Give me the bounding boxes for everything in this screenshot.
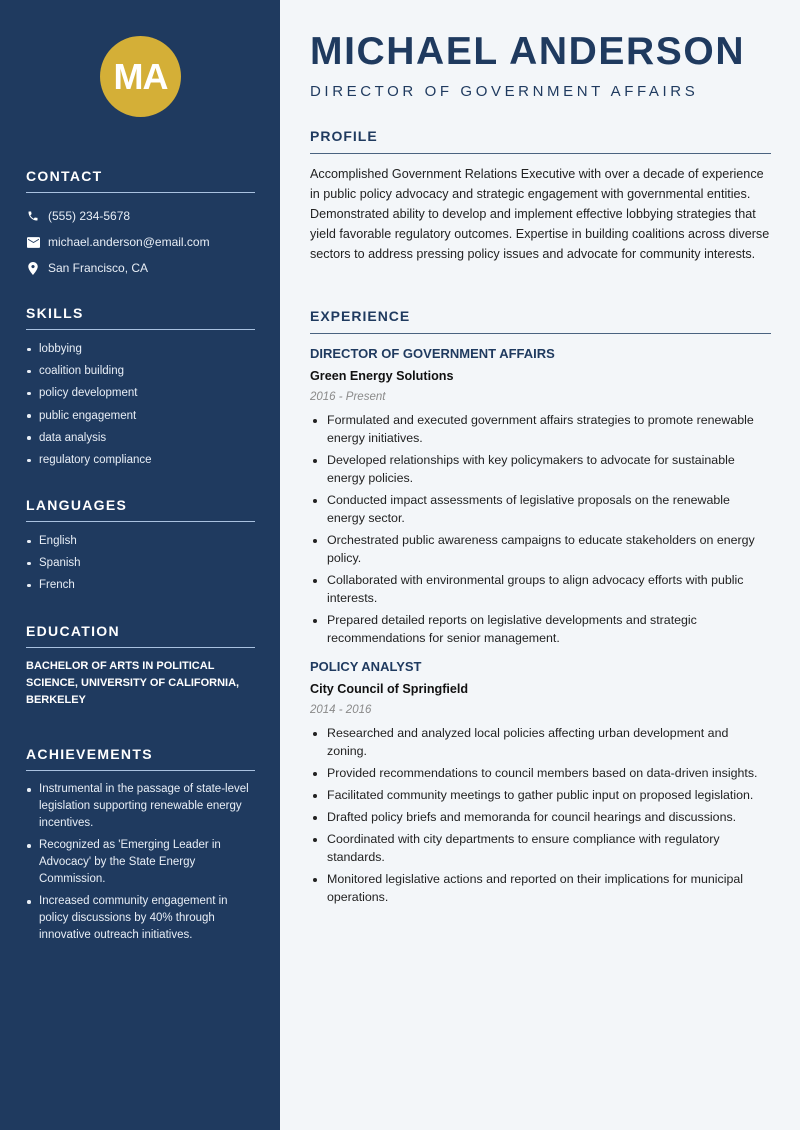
job-bullet: Formulated and executed government affairs strategies to promote renewable energy initiatives. [310,411,771,447]
contact-section [26,168,255,281]
language-item: French [26,574,255,596]
contact-heading: CONTACT [26,168,255,193]
profile-heading: PROFILE [310,128,771,154]
location: San Francisco, CA [48,261,149,275]
email-address: michael.anderson@email.com [48,235,210,249]
phone-icon [26,209,40,223]
email-icon [26,235,40,249]
phone-number: (555) 234-5678 [48,209,131,223]
job-bullets [310,724,771,906]
profile-section [310,128,771,264]
experience-heading: EXPERIENCE [310,308,771,334]
language-item: Spanish [26,552,255,574]
job-dates: 2014 - 2016 [310,704,372,716]
job-company: City Council of Springfield [310,682,469,696]
skill-item: data analysis [26,427,255,449]
job-company: Green Energy Solutions [310,369,454,383]
job-bullet: Prepared detailed reports on legislative developments and strategic recommendations for senior management. [310,611,771,647]
job-bullet: Coordinated with city departments to ensure compliance with regulatory standards. [310,830,771,866]
contact-email [26,229,255,255]
achievement-item: Instrumental in the passage of state-level legislation supporting renewable energy incentives. [26,781,255,832]
education-heading: EDUCATION [26,623,255,648]
job-title: DIRECTOR OF GOVERNMENT AFFAIRS [310,346,555,361]
location-pin-icon [26,261,40,275]
profile-text: Accomplished Government Relations Executive with over a decade of experience in public policy advocacy and strategic engagement with governmental entities. Demonstrated ability to develop and implement effective lobbying strategies that yield favorable regulatory outcomes. Expertise in building coalitions across diverse sectors to address pressing policy issues and advocate for community interests. [310,167,770,261]
job-bullet: Researched and analyzed local policies affecting urban development and zoning. [310,724,771,760]
education-degree: BACHELOR OF ARTS IN POLITICAL SCIENCE, UNIVERSITY OF CALIFORNIA, BERKELEY [26,660,240,706]
skill-item: public engagement [26,405,255,427]
job-bullet: Drafted policy briefs and memoranda for council hearings and discussions. [310,808,771,826]
job-bullet: Developed relationships with key policymakers to advocate for sustainable energy policies. [310,451,771,487]
job-bullets [310,411,771,647]
avatar [100,36,181,117]
job-bullet: Orchestrated public awareness campaigns to educate stakeholders on energy policy. [310,531,771,567]
experience-section [310,308,771,910]
avatar-initials: MA [113,55,168,97]
skill-item: regulatory compliance [26,449,255,471]
job-entry [310,346,771,647]
languages-list [26,530,255,597]
achievement-item: Recognized as 'Emerging Leader in Advocacy' by the State Energy Commission. [26,837,255,888]
language-item: English [26,530,255,552]
languages-section [26,497,255,597]
job-bullet: Facilitated community meetings to gather public input on proposed legislation. [310,786,771,804]
achievement-item: Increased community engagement in policy discussions by 40% through innovative outreach initiatives. [26,893,255,944]
skill-item: policy development [26,382,255,404]
candidate-name: MICHAEL ANDERSON [310,30,746,73]
job-entry [310,659,771,906]
skills-section [26,305,255,471]
skills-list [26,338,255,471]
candidate-title: DIRECTOR OF GOVERNMENT AFFAIRS [310,83,699,100]
skill-item: lobbying [26,338,255,360]
skill-item: coalition building [26,360,255,382]
achievements-section [26,746,255,949]
job-dates: 2016 - Present [310,391,386,403]
job-bullet: Provided recommendations to council members based on data-driven insights. [310,764,771,782]
contact-location [26,255,255,281]
education-section [26,623,255,709]
skills-heading: SKILLS [26,305,255,330]
job-bullet: Conducted impact assessments of legislative proposals on the renewable energy sector. [310,491,771,527]
sidebar [0,0,280,1130]
job-bullet: Collaborated with environmental groups to align advocacy efforts with public interests. [310,571,771,607]
contact-phone [26,203,255,229]
languages-heading: LANGUAGES [26,497,255,522]
achievements-heading: ACHIEVEMENTS [26,746,255,771]
achievements-list [26,781,255,944]
job-title: POLICY ANALYST [310,659,422,674]
job-bullet: Monitored legislative actions and reported on their implications for municipal operations. [310,870,771,906]
